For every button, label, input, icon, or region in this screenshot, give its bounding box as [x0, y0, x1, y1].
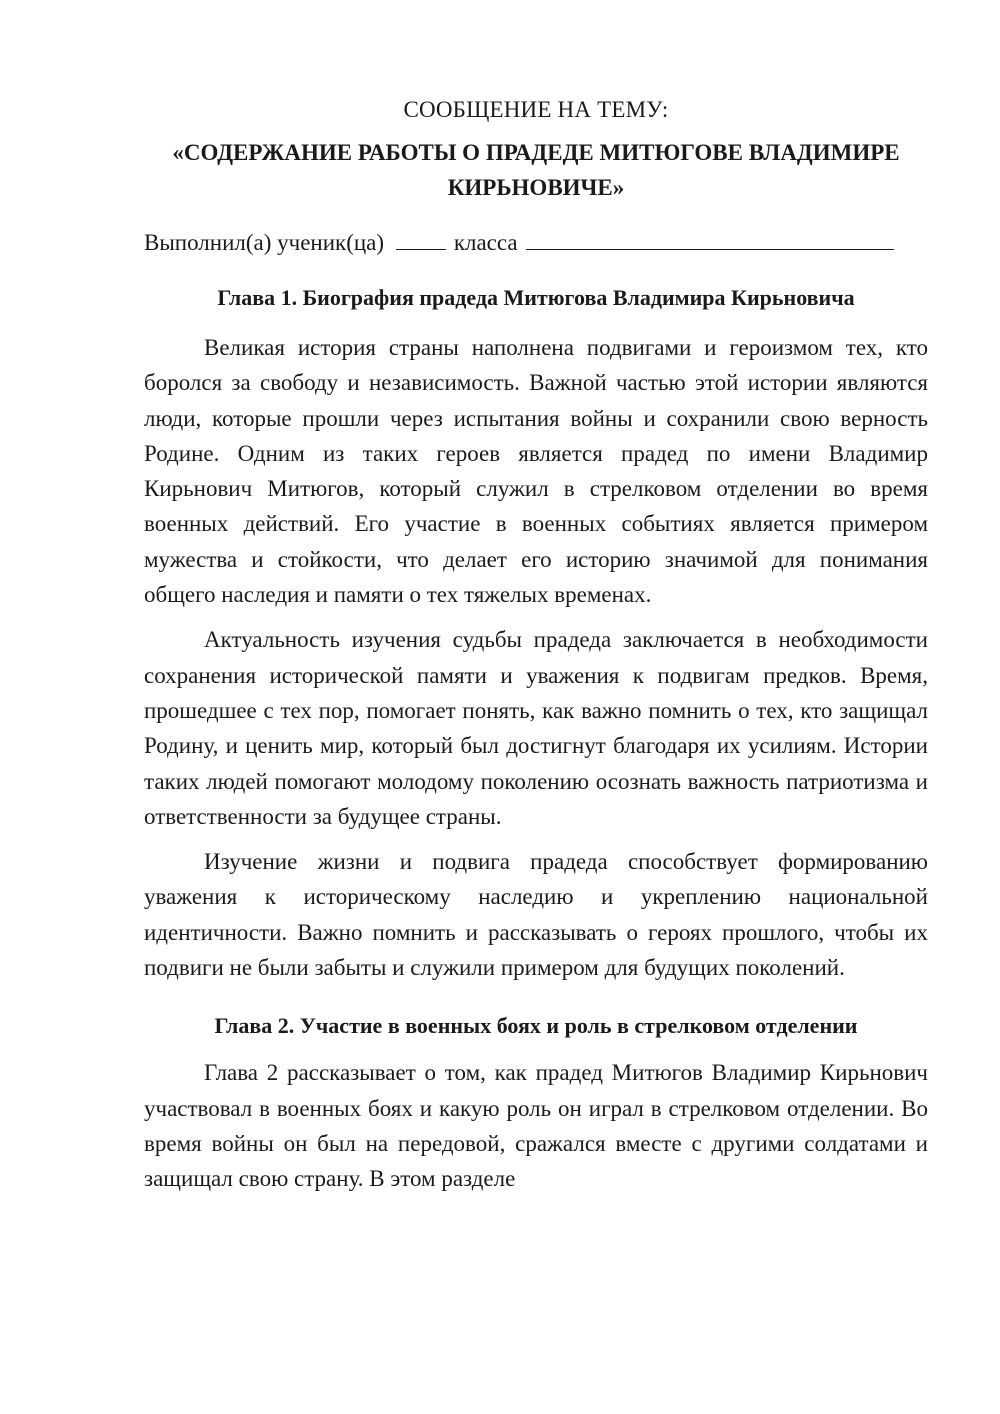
class-number-blank — [396, 227, 446, 250]
byline — [144, 225, 928, 260]
class-label: класса — [453, 230, 518, 255]
student-name-blank — [526, 227, 894, 250]
document-header: СООБЩЕНИЕ НА ТЕМУ: — [403, 97, 669, 122]
chapter-1-paragraph-2: Актуальность изучения судьбы прадеда заключается в необходимости сохранения исторической памяти и уважения к подвигам предков. Время, прошедшее с тех пор, помогает понять, как важно помнить о тех, кто защищал Родину, и ценить мир, который был достигнут благодаря их усилиям. Истории таких людей помогают молодому поколению осознать важность патриотизма и ответственности за будущее страны. — [144, 627, 928, 829]
document-title: «СОДЕРЖАНИЕ РАБОТЫ О ПРАДЕДЕ МИТЮГОВЕ ВЛАДИМИРЕ КИРЬНОВИЧЕ» — [172, 140, 900, 200]
document-page — [144, 92, 928, 1197]
performed-label: Выполнил(а) ученик(ца) — [144, 230, 385, 255]
chapter-1-paragraph-1: Великая история страны наполнена подвигами и героизмом тех, кто боролся за свободу и независимость. Важной частью этой истории являются люди, которые прошли через испытания войны и сохранили свою верность Родине. Одним из таких героев является прадед по имени Владимир Кирьнович Митюгов, который служил в стрелковом отделении во время военных действий. Его участие в военных событиях является примером мужества и стойкости, что делает его историю значимой для понимания общего наследия и памяти о тех тяжелых временах. — [144, 335, 928, 608]
chapter-1-paragraph-3: Изучение жизни и подвига прадеда способствует формированию уважения к историческому наследию и укреплению национальной идентичности. Важно помнить и рассказывать о героях прошлого, чтобы их подвиги не были забыты и служили примером для будущих поколений. — [144, 849, 928, 981]
chapter-2-paragraph-1: Глава 2 рассказывает о том, как прадед Митюгов Владимир Кирьнович участвовал в военных боях и какую роль он играл в стрелковом отделении. Во время войны он был на передовой, сражался вместе с другими солдатами и защищал свою страну. В этом разделе — [144, 1060, 928, 1192]
chapter-2-heading: Глава 2. Участие в военных боях и роль в стрелковом отделении — [214, 1013, 858, 1039]
chapter-1-heading: Глава 1. Биография прадеда Митюгова Владимира Кирьновича — [217, 285, 855, 310]
